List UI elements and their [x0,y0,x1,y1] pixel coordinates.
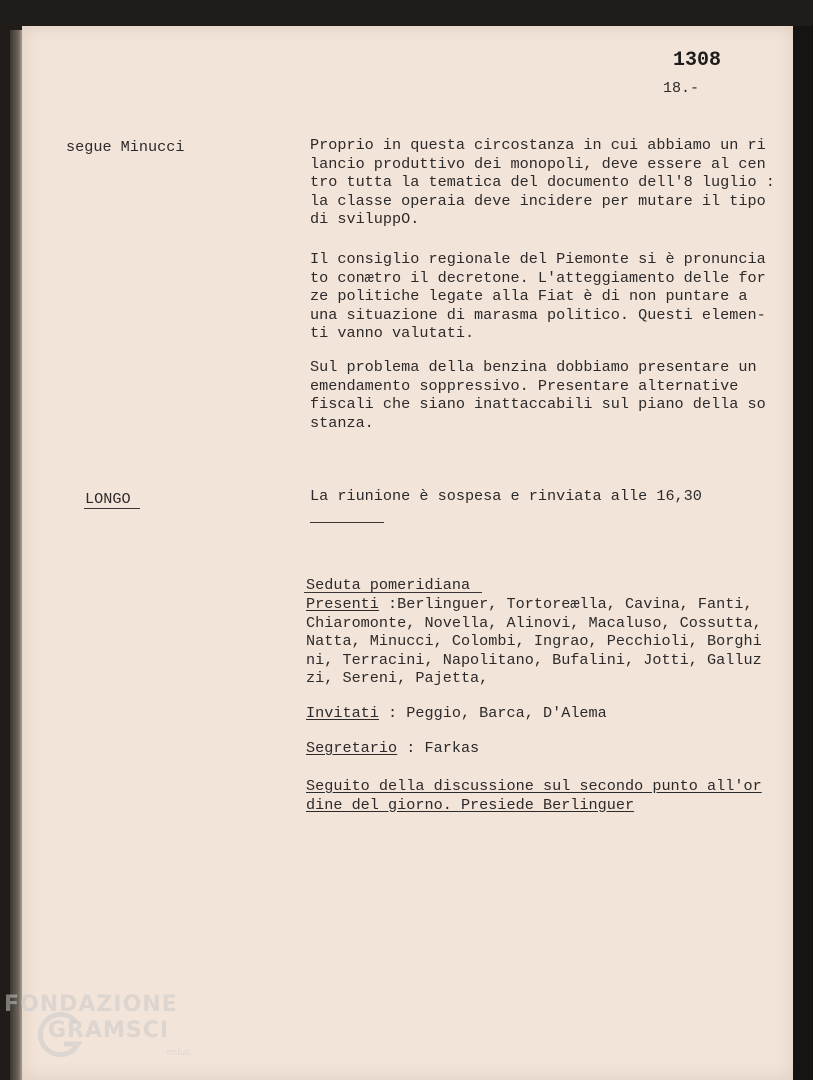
watermark-line1: FONDAZIONE [4,992,178,1017]
session-suspended-note: La riunione è sospesa e rinviata alle 16,30 [310,487,702,505]
text-line [306,595,753,614]
text-line: to conætro il decretone. L'atteggiamento delle for [310,268,766,287]
section-divider [310,522,384,523]
speaker-label-longo: LONGO [85,490,131,508]
text-line: Il consiglio regionale del Piemonte si è pronuncia [310,250,766,268]
segretario-line [306,739,479,758]
text-line: lancio produttivo dei monopoli, deve essere al cen [310,154,766,173]
text-line: ni, Terracini, Napolitano, Bufalini, Jotti, Galluz [306,650,762,669]
text-line: una situazione di marasma politico. Questi elemen- [310,305,766,324]
text-line: la classe operaia deve incidere per mutare il tipo [310,191,766,210]
invitati-names: : Peggio, Barca, D'Alema [378,704,607,722]
watermark-line2: GRAMSCI [48,1018,170,1043]
text-line: Seguito della discussione sul secondo punto all'or [306,777,762,795]
text-line: di sviluppO. [310,210,420,228]
text-line: fiscali che siano inattaccabili sul piano della so [310,395,766,413]
invitati-label: Invitati [306,704,379,722]
presenti-label: Presenti [306,595,379,613]
text-line: Sul problema della benzina dobbiamo presentare un [310,358,757,376]
sheet-number: 18.- [663,80,700,97]
speaker-label-minucci: segue Minucci [66,138,185,156]
session-title: Seduta pomeridiana [306,576,471,594]
text-line: emendamento soppressivo. Presentare alternative [310,376,739,395]
text-line: zi, Sereni, Pajetta, [306,669,489,687]
text-line: tro tutta la tematica del documento dell'8 luglio : [310,173,775,191]
text-line: Natta, Minucci, Colombi, Ingrao, Pecchioli, Borghi [306,632,762,650]
segretario-name: : Farkas [397,739,480,757]
fondazione-gramsci-watermark [4,992,204,1072]
page-right-edge [793,26,813,1080]
text-line: Chiaromonte, Novella, Alinovi, Macaluso, Cossutta, [306,613,762,632]
session-title-underline [304,592,482,593]
segretario-label: Segretario [306,739,398,757]
text-line: dine del giorno. Presiede Berlinguer [306,795,635,814]
text-line: ti vanno valutati. [310,324,475,342]
watermark-line3: onlus [166,1048,191,1058]
presenti-names: :Berlinguer, Tortoreælla, Cavina, Fanti, [378,595,753,613]
invitati-line [306,704,607,723]
text-line: ze politiche legate alla Fiat è di non puntare a [310,287,748,305]
page-number: 1308 [673,49,722,72]
text-line: Proprio in questa circostanza in cui abbiamo un ri [310,136,766,154]
text-line: stanza. [310,413,374,432]
speaker-underline [84,508,140,509]
